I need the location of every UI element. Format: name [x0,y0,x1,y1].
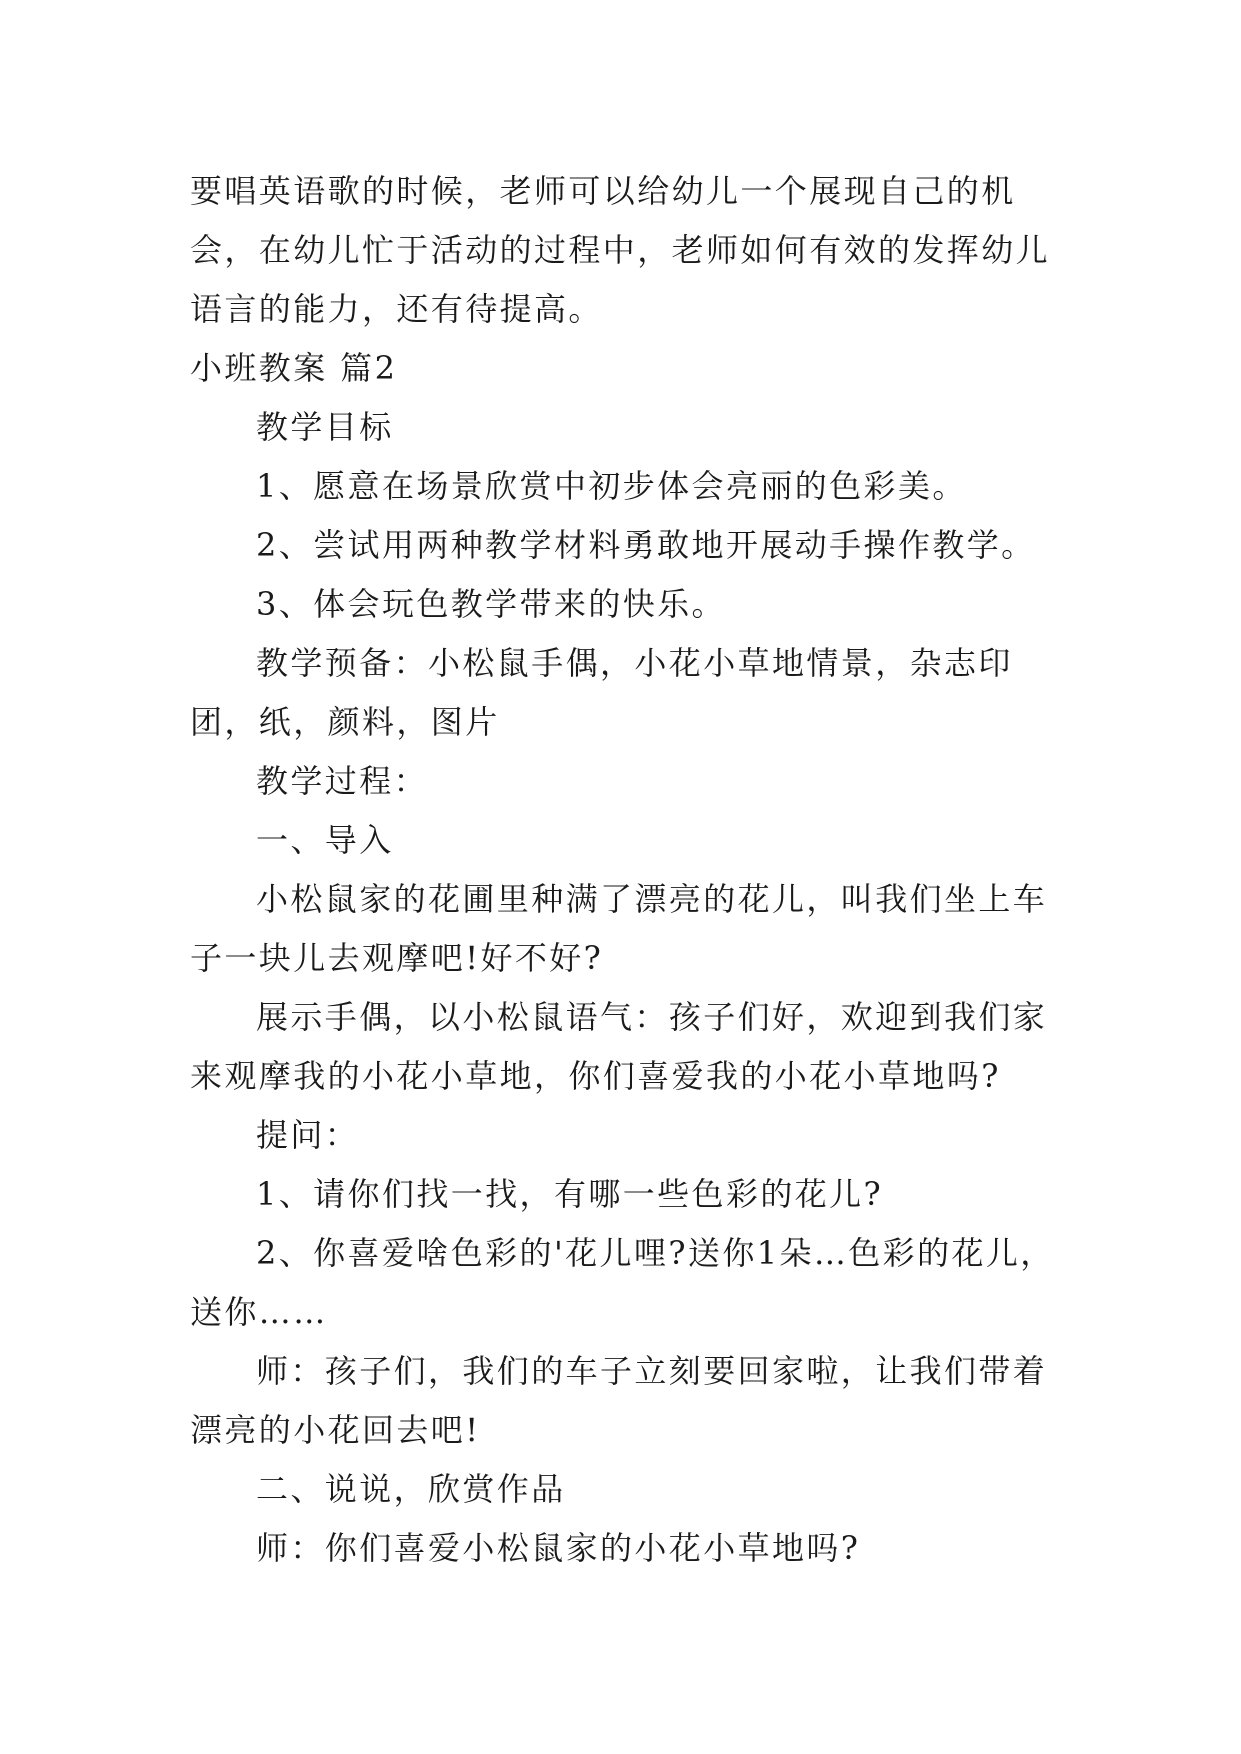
goal-item-3: 3、体会玩色教学带来的快乐。 [256,585,726,623]
paragraph-step-2-heading: 二、说说，欣赏作品 [256,1470,566,1508]
question-item-1: 1、请你们找一找，有哪一些色彩的花儿? [256,1175,884,1213]
paragraph-closing-remark: 要唱英语歌的时候，老师可以给幼儿一个展现自己的机会，在幼儿忙于活动的过程中，老师如何有效的发挥幼儿语言的能力，还有待提高。 [190,172,1051,328]
paragraph-teacher-question: 师：你们喜爱小松鼠家的小花小草地吗? [256,1529,861,1567]
paragraph-puppet-text: 展示手偶，以小松鼠语气：孩子们好，欢迎到我们家来观摩我的小花小草地，你们喜爱我的小花小草地吗? [190,998,1048,1095]
section-heading: 小班教案 篇2 [190,349,398,387]
paragraph-intro-text: 小松鼠家的花圃里种满了漂亮的花儿，叫我们坐上车子一块儿去观摩吧!好不好? [190,880,1048,977]
paragraph-process-heading: 教学过程： [256,762,429,800]
question-item-2: 2、你喜爱啥色彩的'花儿哩?送你1朵…色彩的花儿，送你…… [190,1234,1055,1331]
paragraph-preparation: 教学预备：小松鼠手偶，小花小草地情景，杂志印团，纸，颜料，图片 [190,644,1013,741]
paragraph-question-heading: 提问： [256,1116,360,1154]
paragraph-step-1-heading: 一、导入 [256,821,394,859]
document-body [190,162,1080,1578]
paragraph-teaching-goals-heading: 教学目标 [256,408,394,446]
paragraph-teacher-return: 师：孩子们，我们的车子立刻要回家啦，让我们带着漂亮的小花回去吧! [190,1352,1048,1449]
goal-item-1: 1、愿意在场景欣赏中初步体会亮丽的色彩美。 [256,467,967,505]
goal-item-2: 2、尝试用两种教学材料勇敢地开展动手操作教学。 [256,526,1036,564]
